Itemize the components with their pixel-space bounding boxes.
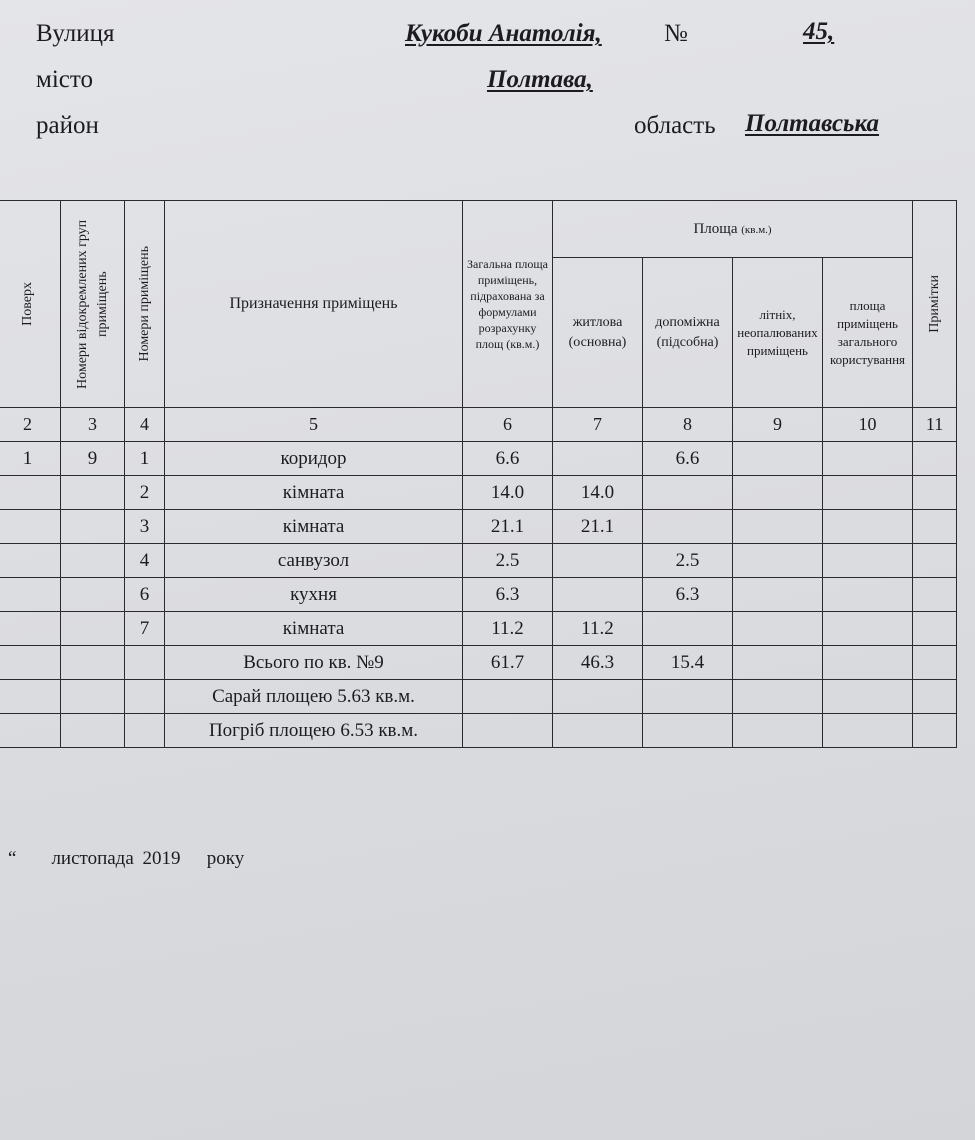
street-value: Кукоби Анатолія, [405, 20, 602, 47]
col-group-header: Номери відокремлених груп приміщень [61, 201, 125, 408]
number-label: № [664, 20, 688, 47]
table-row: 1 9 1 коридор 6.6 6.6 [0, 442, 957, 476]
col-total-header: Загальна площа приміщень, підрахована за формулами розрахунку площ (кв.м.) [463, 201, 553, 408]
col-common-header: площа приміщень загального користування [823, 258, 913, 408]
table-row: 4 санвузол 2.5 2.5 [0, 544, 957, 578]
col-floor-header: Поверх [0, 201, 61, 408]
region-label: область [634, 112, 716, 139]
city-value: Полтава, [487, 66, 593, 93]
total-row: Всього по кв. №9 61.7 46.3 15.4 [0, 646, 957, 680]
date-line: “ листопада 2019 року [8, 848, 245, 869]
col-notes-header: Примітки [913, 201, 957, 408]
city-label: місто [36, 66, 93, 93]
region-value: Полтавська [745, 110, 880, 137]
shed-row: Сарай площею 5.63 кв.м. [0, 680, 957, 714]
area-group-header: Площа (кв.м.) [553, 201, 913, 258]
house-number: 45, [803, 18, 835, 45]
col-room-number-header: Номери приміщень [125, 201, 165, 408]
table-row: 3 кімната 21.1 21.1 [0, 510, 957, 544]
col-living-header: житлова (основна) [553, 258, 643, 408]
column-numbers-row: 2 3 4 5 6 7 8 9 10 11 [0, 408, 957, 442]
table-row: 2 кімната 14.0 14.0 [0, 476, 957, 510]
col-auxiliary-header: допоміжна (підсобна) [643, 258, 733, 408]
premises-table [0, 200, 957, 748]
col-purpose-header: Призначення приміщень [165, 201, 463, 408]
table-row: 7 кімната 11.2 11.2 [0, 612, 957, 646]
street-label: Вулиця [36, 20, 115, 47]
table-row: 6 кухня 6.3 6.3 [0, 578, 957, 612]
cellar-row: Погріб площею 6.53 кв.м. [0, 714, 957, 748]
col-summer-header: літніх, неопалюваних приміщень [733, 258, 823, 408]
district-label: район [36, 112, 99, 139]
